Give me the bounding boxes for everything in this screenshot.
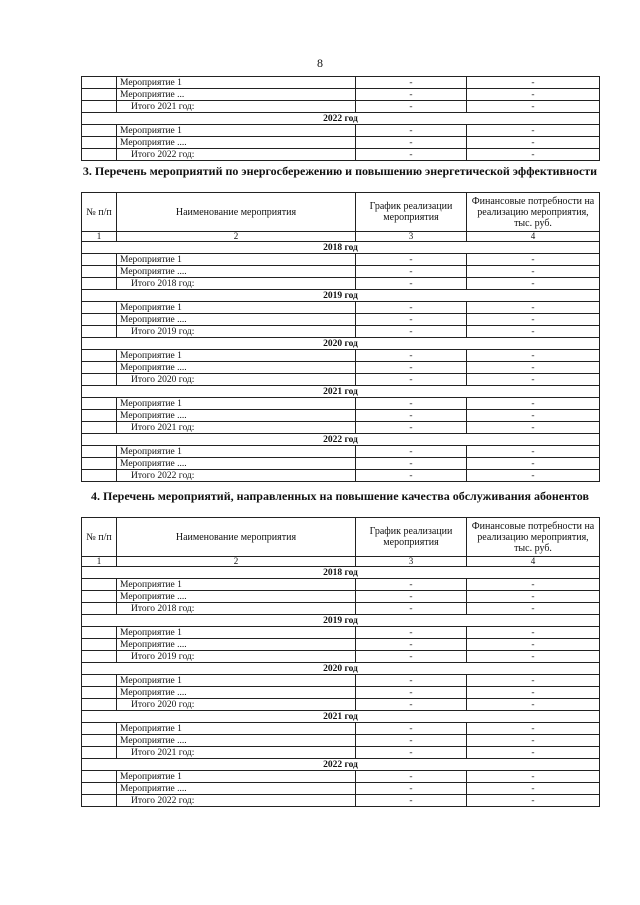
schedule-cell: - (356, 783, 467, 795)
schedule-cell: - (356, 687, 467, 699)
table-row (82, 410, 600, 422)
row-number (82, 125, 117, 137)
row-number (82, 137, 117, 149)
table-row (82, 675, 600, 687)
measure-name: Мероприятие 1 (117, 254, 356, 266)
finance-cell: - (467, 687, 600, 699)
total-row (82, 470, 600, 482)
table-row (82, 446, 600, 458)
schedule-cell: - (356, 89, 467, 101)
schedule-cell: - (356, 266, 467, 278)
finance-cell: - (467, 591, 600, 603)
schedule-cell: - (356, 627, 467, 639)
measure-name: Мероприятие 1 (117, 350, 356, 362)
year-row (82, 434, 600, 446)
measure-name: Мероприятие .... (117, 362, 356, 374)
finance-cell: - (467, 410, 600, 422)
row-number (82, 795, 117, 807)
schedule-cell: - (356, 446, 467, 458)
row-number (82, 410, 117, 422)
finance-cell: - (467, 266, 600, 278)
total-row (82, 374, 600, 386)
table-row (82, 627, 600, 639)
table-row (82, 735, 600, 747)
measure-name: Мероприятие .... (117, 314, 356, 326)
measure-name: Мероприятие .... (117, 687, 356, 699)
measure-name: Мероприятие 1 (117, 77, 356, 89)
measure-name: Мероприятие .... (117, 458, 356, 470)
measure-name: Мероприятие .... (117, 639, 356, 651)
finance-cell: - (467, 783, 600, 795)
year-label: 2019 год (82, 290, 600, 302)
row-number (82, 374, 117, 386)
table-header-row (82, 193, 600, 232)
schedule-cell: - (356, 314, 467, 326)
index-cell: 3 (356, 232, 467, 242)
finance-cell: - (467, 137, 600, 149)
measure-name: Итого 2021 год: (117, 101, 356, 113)
measure-name: Мероприятие 1 (117, 446, 356, 458)
measure-name: Итого 2022 год: (117, 149, 356, 161)
measure-name: Мероприятие 1 (117, 125, 356, 137)
continued-table (81, 76, 600, 161)
finance-cell: - (467, 735, 600, 747)
schedule-cell: - (356, 591, 467, 603)
measure-name: Мероприятие 1 (117, 771, 356, 783)
measure-name: Мероприятие .... (117, 591, 356, 603)
table-row (82, 125, 600, 137)
section-3-title: 3. Перечень мероприятий по энергосбережению и повышению энергетической эффективности (82, 164, 598, 178)
row-number (82, 314, 117, 326)
row-number (82, 149, 117, 161)
row-number (82, 77, 117, 89)
table-row (82, 783, 600, 795)
table-row (82, 398, 600, 410)
measure-name: Мероприятие .... (117, 783, 356, 795)
row-number (82, 591, 117, 603)
section-3-table (81, 192, 600, 482)
year-row (82, 242, 600, 254)
table-row (82, 723, 600, 735)
table-row (82, 458, 600, 470)
schedule-cell: - (356, 77, 467, 89)
header-name: Наименование мероприятия (117, 193, 356, 232)
finance-cell: - (467, 302, 600, 314)
finance-cell: - (467, 651, 600, 663)
total-row (82, 278, 600, 290)
schedule-cell: - (356, 795, 467, 807)
year-label: 2018 год (82, 567, 600, 579)
schedule-cell: - (356, 278, 467, 290)
schedule-cell: - (356, 723, 467, 735)
finance-cell: - (467, 149, 600, 161)
index-cell: 2 (117, 232, 356, 242)
schedule-cell: - (356, 579, 467, 591)
year-row (82, 711, 600, 723)
table-row (82, 266, 600, 278)
year-row (82, 759, 600, 771)
schedule-cell: - (356, 675, 467, 687)
finance-cell: - (467, 374, 600, 386)
continued-table-body (82, 77, 600, 161)
row-number (82, 735, 117, 747)
schedule-cell: - (356, 350, 467, 362)
table-row (82, 89, 600, 101)
schedule-cell: - (356, 771, 467, 783)
table-row (82, 687, 600, 699)
table-index-row (82, 232, 600, 242)
year-label: 2018 год (82, 242, 600, 254)
year-label: 2022 год (82, 434, 600, 446)
table-row (82, 254, 600, 266)
row-number (82, 603, 117, 615)
row-number (82, 362, 117, 374)
finance-cell: - (467, 89, 600, 101)
index-cell: 4 (467, 232, 600, 242)
measure-name: Мероприятие 1 (117, 723, 356, 735)
index-cell: 4 (467, 557, 600, 567)
finance-cell: - (467, 326, 600, 338)
year-row (82, 290, 600, 302)
year-label: 2020 год (82, 338, 600, 350)
table-row (82, 591, 600, 603)
row-number (82, 470, 117, 482)
finance-cell: - (467, 278, 600, 290)
table-header-row (82, 518, 600, 557)
finance-cell: - (467, 771, 600, 783)
finance-cell: - (467, 795, 600, 807)
table-row (82, 771, 600, 783)
header-schedule: График реализации мероприятия (356, 193, 467, 232)
year-row (82, 386, 600, 398)
measure-name: Мероприятие 1 (117, 627, 356, 639)
schedule-cell: - (356, 458, 467, 470)
measure-name: Итого 2020 год: (117, 699, 356, 711)
table-row (82, 639, 600, 651)
index-cell: 1 (82, 557, 117, 567)
row-number (82, 747, 117, 759)
schedule-cell: - (356, 302, 467, 314)
total-row (82, 699, 600, 711)
measure-name: Мероприятие .... (117, 137, 356, 149)
measure-name: Итого 2021 год: (117, 422, 356, 434)
measure-name: Мероприятие 1 (117, 675, 356, 687)
total-row (82, 149, 600, 161)
total-row (82, 747, 600, 759)
index-cell: 1 (82, 232, 117, 242)
finance-cell: - (467, 627, 600, 639)
row-number (82, 579, 117, 591)
section-4-table (81, 517, 600, 807)
finance-cell: - (467, 579, 600, 591)
measure-name: Итого 2018 год: (117, 603, 356, 615)
finance-cell: - (467, 639, 600, 651)
schedule-cell: - (356, 470, 467, 482)
schedule-cell: - (356, 651, 467, 663)
total-row (82, 101, 600, 113)
schedule-cell: - (356, 398, 467, 410)
schedule-cell: - (356, 422, 467, 434)
total-row (82, 326, 600, 338)
row-number (82, 101, 117, 113)
year-label: 2022 год (82, 113, 600, 125)
finance-cell: - (467, 723, 600, 735)
finance-cell: - (467, 398, 600, 410)
finance-cell: - (467, 77, 600, 89)
page-number: 8 (317, 56, 323, 70)
finance-cell: - (467, 350, 600, 362)
row-number (82, 422, 117, 434)
table-row (82, 314, 600, 326)
measure-name: Итого 2018 год: (117, 278, 356, 290)
schedule-cell: - (356, 101, 467, 113)
row-number (82, 302, 117, 314)
table-row (82, 350, 600, 362)
row-number (82, 687, 117, 699)
finance-cell: - (467, 699, 600, 711)
row-number (82, 783, 117, 795)
row-number (82, 254, 117, 266)
schedule-cell: - (356, 747, 467, 759)
year-row (82, 113, 600, 125)
row-number (82, 699, 117, 711)
year-label: 2021 год (82, 386, 600, 398)
row-number (82, 458, 117, 470)
year-label: 2022 год (82, 759, 600, 771)
schedule-cell: - (356, 137, 467, 149)
measure-name: Итого 2020 год: (117, 374, 356, 386)
row-number (82, 278, 117, 290)
row-number (82, 651, 117, 663)
measure-name: Итого 2021 год: (117, 747, 356, 759)
header-num: № п/п (82, 193, 117, 232)
row-number (82, 639, 117, 651)
finance-cell: - (467, 675, 600, 687)
measure-name: Итого 2019 год: (117, 651, 356, 663)
schedule-cell: - (356, 699, 467, 711)
year-row (82, 663, 600, 675)
total-row (82, 603, 600, 615)
measure-name: Мероприятие 1 (117, 302, 356, 314)
row-number (82, 89, 117, 101)
row-number (82, 398, 117, 410)
finance-cell: - (467, 446, 600, 458)
measure-name: Итого 2019 год: (117, 326, 356, 338)
row-number (82, 326, 117, 338)
table-row (82, 579, 600, 591)
year-row (82, 567, 600, 579)
measure-name: Мероприятие ... (117, 89, 356, 101)
finance-cell: - (467, 314, 600, 326)
finance-cell: - (467, 422, 600, 434)
year-label: 2021 год (82, 711, 600, 723)
index-cell: 2 (117, 557, 356, 567)
measure-name: Итого 2022 год: (117, 795, 356, 807)
finance-cell: - (467, 603, 600, 615)
table-row (82, 77, 600, 89)
finance-cell: - (467, 101, 600, 113)
year-row (82, 615, 600, 627)
row-number (82, 771, 117, 783)
section-4-table-body (82, 518, 600, 807)
row-number (82, 723, 117, 735)
header-num: № п/п (82, 518, 117, 557)
total-row (82, 795, 600, 807)
measure-name: Мероприятие 1 (117, 398, 356, 410)
table-row (82, 302, 600, 314)
row-number (82, 446, 117, 458)
finance-cell: - (467, 362, 600, 374)
row-number (82, 675, 117, 687)
schedule-cell: - (356, 254, 467, 266)
section-3-table-body (82, 193, 600, 482)
finance-cell: - (467, 470, 600, 482)
table-index-row (82, 557, 600, 567)
schedule-cell: - (356, 149, 467, 161)
finance-cell: - (467, 458, 600, 470)
schedule-cell: - (356, 362, 467, 374)
finance-cell: - (467, 254, 600, 266)
finance-cell: - (467, 125, 600, 137)
finance-cell: - (467, 747, 600, 759)
year-row (82, 338, 600, 350)
measure-name: Мероприятие .... (117, 410, 356, 422)
header-schedule: График реализации мероприятия (356, 518, 467, 557)
row-number (82, 627, 117, 639)
schedule-cell: - (356, 410, 467, 422)
total-row (82, 651, 600, 663)
measure-name: Итого 2022 год: (117, 470, 356, 482)
table-row (82, 362, 600, 374)
schedule-cell: - (356, 326, 467, 338)
year-label: 2019 год (82, 615, 600, 627)
header-finance: Финансовые потребности на реализацию мероприятия, тыс. руб. (467, 193, 600, 232)
header-finance: Финансовые потребности на реализацию мероприятия, тыс. руб. (467, 518, 600, 557)
row-number (82, 266, 117, 278)
schedule-cell: - (356, 735, 467, 747)
total-row (82, 422, 600, 434)
schedule-cell: - (356, 639, 467, 651)
measure-name: Мероприятие .... (117, 735, 356, 747)
row-number (82, 350, 117, 362)
header-name: Наименование мероприятия (117, 518, 356, 557)
year-label: 2020 год (82, 663, 600, 675)
schedule-cell: - (356, 603, 467, 615)
index-cell: 3 (356, 557, 467, 567)
section-4-title: 4. Перечень мероприятий, направленных на повышение качества обслуживания абонентов (91, 489, 589, 503)
measure-name: Мероприятие .... (117, 266, 356, 278)
table-row (82, 137, 600, 149)
schedule-cell: - (356, 374, 467, 386)
schedule-cell: - (356, 125, 467, 137)
measure-name: Мероприятие 1 (117, 579, 356, 591)
